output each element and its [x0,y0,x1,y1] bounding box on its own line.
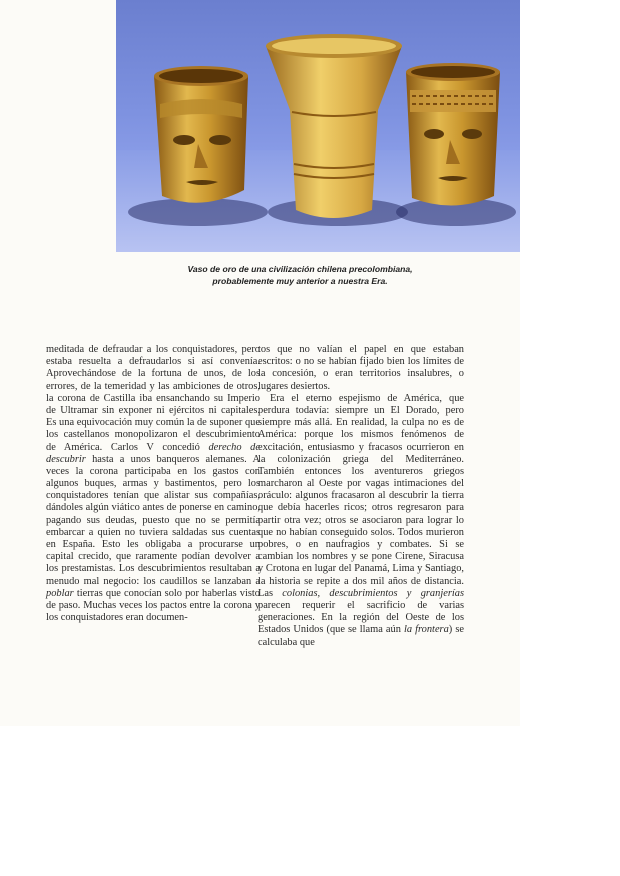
photo-caption [150,263,450,287]
italic-term: poblar [46,587,74,599]
right-face-vessel [406,63,500,206]
gold-vessels-illustration [116,0,520,252]
text-run: tierras que conocían solo por haberlas visto de paso. Muchas veces los pactos entre la corona y los conquistadores eran documen- [46,587,260,624]
italic-term: derecho de descubrir [46,441,260,465]
paragraph [46,344,260,624]
text-run: ) se calculaba que [258,624,464,648]
caption-line-2: probablemente muy anterior a nuestra Era. [212,276,388,286]
text-run: Era el eterno espejismo de América, que perdura todavía: siempre un El Dorado, pero siempre más allá. En realidad, la culpa no es de América: porque los mismos fenómenos de excitación, entusiasmo y fracasos ocurrieron en la colonización griega del Mediterráneo. También entonces los aventureros griegos marcharon al Oeste por vagas intimaciones del oráculo: algunos fracasaron al descubrir la tierra que debía hacerles ricos; otros regresaron para partir otra vez; otros se asociaron para lograr lo que no habían conseguido solos. Todos murieron pobres, o en naufragios y combates. Si se cambian los nombres y se pone Cirene, Siracusa y Crotona en lugar del Panamá, Lima y Santiago, la historia se repite a dos mil años de distancia. Las [258,392,464,599]
paragraph [258,393,464,649]
text-column-left [46,344,260,624]
gold-vessels-photo [116,0,520,252]
text-column-right [258,344,464,649]
caption-line-1: Vaso de oro de una civilización chilena precolombiana, [187,264,413,274]
text-run: meditada de defraudar a los conquistadores, pero estaba resuelta a defraudarlos si así convenía. Aprovechándose de la fortuna de unos, de los errores, de la temeridad y las ambiciones de otros, la corona de Castilla iba ensanchando su Imperio de Ultramar sin exponer ni ejércitos ni capitales. Es una equivocación muy común la de suponer que los castellanos monopolizaron el descubrimiento de América. Carlos V concedió [46,344,260,453]
italic-term: la frontera [403,624,449,636]
paragraph: tos que no valían el papel en que estaban escritos: o no se habían fijado bien los límites de la concesión, o eran territorios insalubres, o lugares desiertos. [258,344,464,392]
text-run: parecen requerir el sacrificio de varias generaciones. En la región del Oeste de los Estados Unidos (que se llama aún [258,599,464,636]
text-run: hasta a unos banqueros alemanes. A veces la corona participaba en los gastos con algunos buques, armas y bastimentos, pero los conquistadores tenían que alistar sus compañías, dándoles algún viático antes de ponerse en camino, pagando sus deudas, puesto que no se permitía embarcar a quien no tuviera saldadas sus cuentas en España. Esto les obligaba a procurarse un capital crecido, que raramente podían devolver a los prestamistas. Los descubrimientos resultaban a menudo mal negocio: los caudillos se lanzaban a [46,453,260,587]
italic-term: colonias, descubrimientos y granjerías [282,587,464,599]
left-face-vessel [154,66,248,203]
